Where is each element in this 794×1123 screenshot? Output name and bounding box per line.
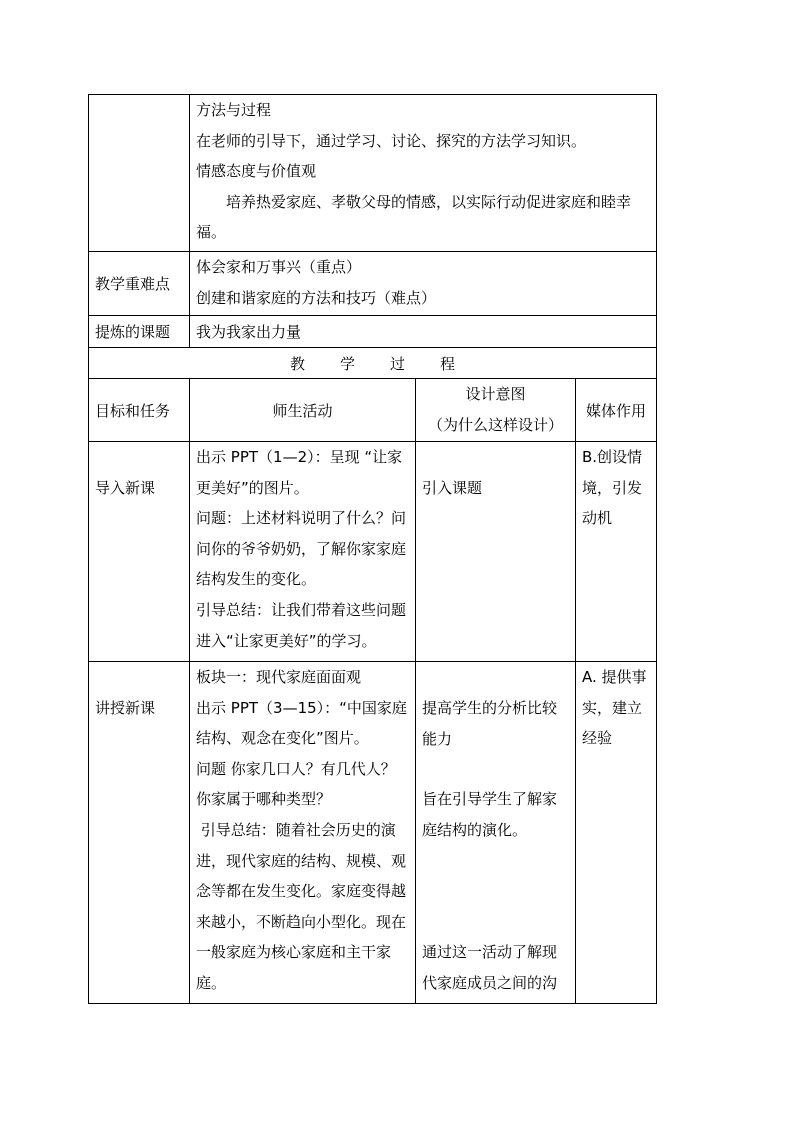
- row-goal-cell: [89, 662, 190, 1004]
- emotion-text: 培养热爱家庭、孝敬父母的情感，以实际行动促进家庭和睦幸福。: [196, 192, 632, 242]
- activity-line: 问题：上述材料说明了什么？问问你的爷爷奶奶，了解你家家庭结构发生的变化。: [196, 509, 407, 589]
- header-intent: [416, 379, 576, 442]
- activity-line: 出示 PPT（3—15）：“中国家庭结构、观念在变化”图片。: [196, 698, 407, 748]
- process-title: [89, 348, 657, 379]
- emotion-heading: 情感态度与价值观: [196, 162, 317, 181]
- intent-line: 旨在引导学生了解家庭结构的演化。: [422, 790, 558, 839]
- objectives-row: [89, 95, 657, 252]
- row-intent-cell: [416, 442, 576, 662]
- process-title-char-1: 教: [290, 354, 306, 373]
- process-title-char-2: 学: [340, 354, 356, 373]
- header-goal: 目标和任务: [89, 379, 190, 442]
- activity-line: 问题 你家几口人？有几代人？你家属于哪种类型？: [196, 759, 396, 809]
- row-goal: 讲授新课: [95, 699, 156, 717]
- media-text: B.创设情境，引发动机: [582, 448, 643, 528]
- method-heading: 方法与过程: [196, 101, 272, 119]
- process-title-char-3: 过: [390, 354, 406, 373]
- activity-line: 出示 PPT（1—2）：呈现 “让家更美好”的图片。: [196, 448, 403, 497]
- key-points-row: [89, 252, 657, 316]
- column-header-row: [89, 379, 657, 442]
- row-goal-cell: [89, 442, 190, 662]
- key-points-content: [190, 252, 657, 316]
- intent-line: 提高学生的分析比较能力: [422, 699, 558, 748]
- process-title-row: [89, 348, 657, 379]
- intent-line: 引入课题: [422, 479, 483, 497]
- header-media: 媒体作用: [576, 379, 657, 442]
- objectives-content-cell: [190, 95, 657, 252]
- topic-row: [89, 316, 657, 348]
- header-activity: 师生活动: [190, 379, 416, 442]
- activity-line: 引导总结：让我们带着这些问题进入“让家更美好”的学习。: [196, 600, 407, 650]
- row-intent-cell: [416, 662, 576, 1004]
- topic-value: 我为我家出力量: [190, 316, 657, 348]
- activity-line: 引导总结：随着社会历史的演进，现代家庭的结构、规模、观念等都在发生变化。家庭变得越来越小，不断趋向小型化。现在一般家庭为核心家庭和主干家庭。: [196, 820, 407, 992]
- key-point-2: 创建和谐家庭的方法和技巧（难点）: [196, 288, 437, 307]
- topic-label: 提炼的课题: [89, 316, 190, 348]
- activity-line: 板块一：现代家庭面面观: [196, 668, 362, 686]
- process-title-char-4: 程: [440, 354, 456, 373]
- lesson-plan-table: [88, 94, 657, 1004]
- table-row: [89, 662, 657, 1004]
- row-activity-cell: [190, 662, 416, 1004]
- key-points-label: 教学重难点: [89, 252, 190, 316]
- row-activity-cell: [190, 442, 416, 662]
- intent-line: 通过这一活动了解现代家庭成员之间的沟: [422, 943, 558, 992]
- objectives-label-cell: [89, 95, 190, 252]
- row-media-cell: [576, 662, 657, 1004]
- row-media-cell: [576, 442, 657, 662]
- header-intent-line1: 设计意图: [465, 385, 526, 404]
- key-point-1: 体会家和万事兴（重点）: [196, 258, 362, 276]
- table-row: [89, 442, 657, 662]
- media-text: A. 提供事实，建立经验: [582, 668, 647, 748]
- header-intent-line2: （为什么这样设计）: [427, 416, 563, 434]
- row-goal: 导入新课: [95, 479, 156, 497]
- method-text: 在老师的引导下，通过学习、讨论、探究的方法学习知识。: [196, 131, 587, 150]
